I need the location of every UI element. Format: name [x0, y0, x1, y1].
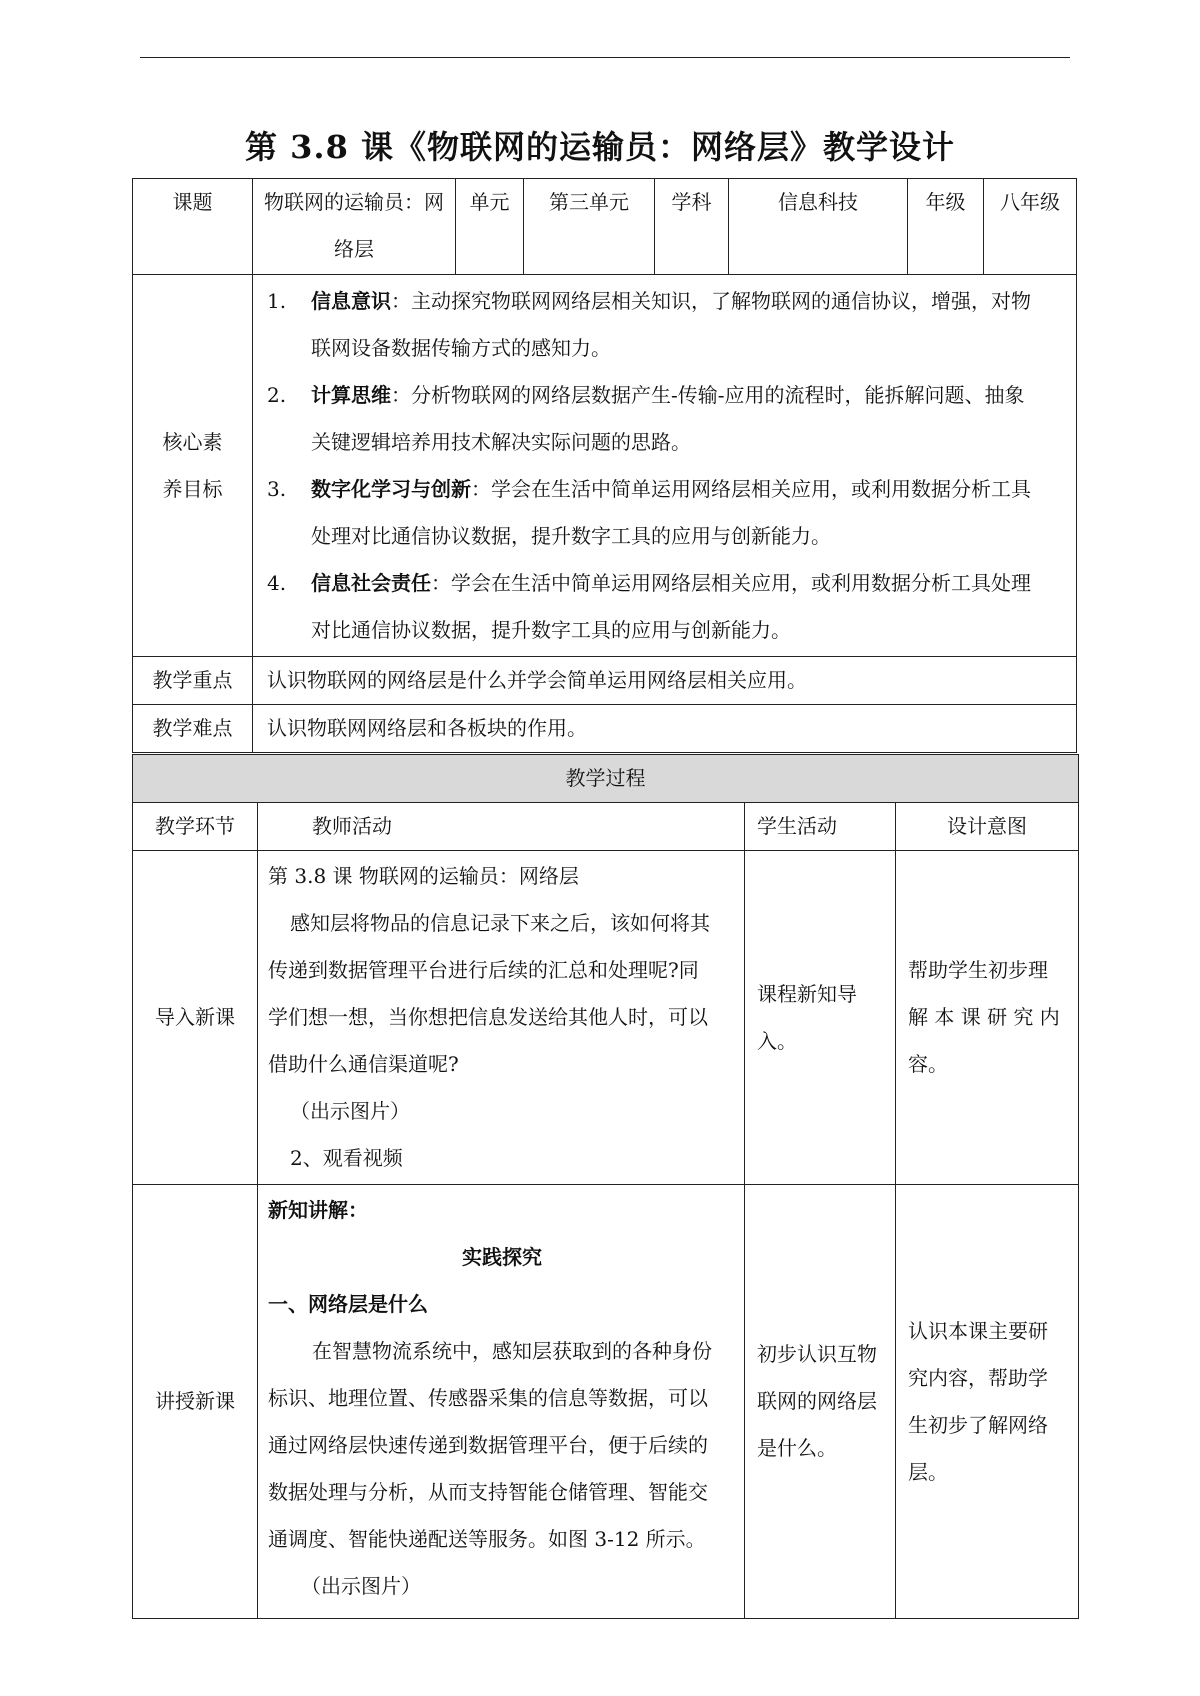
teacher-activity-lecture	[258, 1185, 745, 1619]
intent-line: 生初步了解网络	[908, 1412, 1048, 1437]
topic-value	[253, 179, 456, 275]
intent-line: 认识本课主要研	[908, 1318, 1048, 1343]
intro-para-line: 传递到数据管理平台进行后续的汇总和处理呢?同	[268, 958, 699, 982]
design-intent-lecture	[896, 1185, 1079, 1619]
goal-heading: 数字化学习与创新	[311, 476, 471, 501]
subject-label: 学科	[655, 179, 729, 275]
goal-text: ：主动探究物联网网络层相关知识，了解物联网的通信协议，增强，对物	[391, 288, 1031, 313]
intent-line: 容。	[908, 1052, 948, 1076]
column-teacher: 教师活动	[258, 803, 745, 851]
goal-text: ：学会在生活中简单运用网络层相关应用，或利用数据分析工具	[471, 476, 1031, 501]
goal-text-cont: 关键逻辑培养用技术解决实际问题的思路。	[311, 429, 691, 454]
column-intent: 设计意图	[896, 803, 1079, 851]
student-activity-lecture	[745, 1185, 896, 1619]
process-table	[132, 754, 1079, 1619]
student-line: 联网的网络层	[757, 1389, 877, 1413]
topic-label: 课题	[133, 179, 253, 275]
intro-para-line: 借助什么通信渠道呢?	[268, 1052, 459, 1076]
topic-value-line1: 物联网的运输员：网	[264, 190, 444, 214]
goal-item	[267, 466, 1068, 560]
goal-text: ：分析物联网的网络层数据产生-传输-应用的流程时，能拆解问题、抽象	[391, 382, 1025, 407]
lecture-para-line: 标识、地理位置、传感器采集的信息等数据，可以	[268, 1386, 708, 1410]
lecture-para-line: 在智慧物流系统中，感知层获取到的各种身份	[312, 1339, 712, 1363]
document-title: 第 3.8 课《物联网的运输员：网络层》教学设计	[245, 128, 955, 166]
info-row	[133, 179, 1077, 275]
goal-number: 4.	[267, 570, 287, 595]
goal-heading: 信息意识	[311, 288, 391, 313]
goal-text-cont: 联网设备数据传输方式的感知力。	[311, 335, 611, 360]
design-intent-intro	[896, 851, 1079, 1185]
watch-video-step: 2、观看视频	[290, 1146, 403, 1170]
teacher-activity-intro	[258, 851, 745, 1185]
student-line: 课程新知导	[757, 981, 857, 1006]
goal-number: 1.	[267, 288, 287, 313]
column-stage: 教学环节	[133, 803, 258, 851]
process-columns-row	[133, 803, 1079, 851]
header-rule	[140, 57, 1070, 58]
grade-label: 年级	[908, 179, 984, 275]
key-point-value: 认识物联网的网络层是什么并学会简单运用网络层相关应用。	[253, 657, 1077, 705]
intent-line: 究内容，帮助学	[908, 1365, 1048, 1390]
goals-label-line1: 核心素	[162, 429, 223, 454]
goal-heading: 计算思维	[311, 382, 391, 407]
topic-value-line2: 络层	[334, 237, 374, 261]
intent-line: 解 本 课 研 究 内	[908, 1005, 1060, 1029]
new-knowledge-heading: 新知讲解：	[268, 1198, 368, 1222]
practice-subheading: 实践探究	[462, 1245, 542, 1269]
lecture-para-line: 通过网络层快速传递到数据管理平台，便于后续的	[268, 1433, 708, 1457]
process-row-intro	[133, 851, 1079, 1185]
stage-intro: 导入新课	[133, 851, 258, 1185]
lecture-para-line: 数据处理与分析，从而支持智能仓储管理、智能交	[268, 1480, 708, 1504]
intro-para-line: 学们想一想，当你想把信息发送给其他人时，可以	[268, 1005, 708, 1029]
goal-item	[267, 372, 1068, 466]
student-line: 是什么。	[757, 1436, 837, 1460]
goal-text-cont: 对比通信协议数据，提升数字工具的应用与创新能力。	[311, 617, 791, 642]
show-picture-note: （出示图片）	[301, 1574, 421, 1598]
goals-row	[133, 275, 1077, 657]
intro-para-line: 感知层将物品的信息记录下来之后，该如何将其	[290, 911, 710, 935]
lecture-para-line: 通调度、智能快递配送等服务。如图 3-12 所示。	[268, 1527, 706, 1551]
process-row-lecture	[133, 1185, 1079, 1619]
intent-line: 层。	[908, 1459, 948, 1484]
goals-label-line2: 养目标	[162, 476, 223, 501]
lesson-info-table	[132, 178, 1077, 753]
show-picture-note: （出示图片）	[290, 1099, 410, 1123]
goal-item	[267, 278, 1068, 372]
unit-label: 单元	[456, 179, 524, 275]
goal-text-cont: 处理对比通信协议数据，提升数字工具的应用与创新能力。	[311, 523, 831, 548]
unit-value: 第三单元	[524, 179, 655, 275]
difficulty-row	[133, 705, 1077, 753]
goals-label	[133, 275, 253, 657]
goals-content	[253, 275, 1077, 657]
subject-value: 信息科技	[729, 179, 908, 275]
process-header: 教学过程	[133, 755, 1079, 803]
stage-lecture: 讲授新课	[133, 1185, 258, 1619]
goal-text: ：学会在生活中简单运用网络层相关应用，或利用数据分析工具处理	[431, 570, 1031, 595]
grade-value: 八年级	[984, 179, 1077, 275]
goal-number: 2.	[267, 382, 287, 407]
lesson-line: 第 3.8 课 物联网的运输员：网络层	[268, 864, 579, 888]
intent-line: 帮助学生初步理	[908, 958, 1048, 982]
key-point-row	[133, 657, 1077, 705]
section-heading: 一、网络层是什么	[268, 1292, 428, 1316]
student-line: 初步认识互物	[757, 1342, 877, 1366]
student-activity-intro	[745, 851, 896, 1185]
goal-item	[267, 560, 1068, 654]
key-point-label: 教学重点	[133, 657, 253, 705]
process-header-row	[133, 755, 1079, 803]
goal-heading: 信息社会责任	[311, 570, 431, 595]
difficulty-label: 教学难点	[133, 705, 253, 753]
column-student: 学生活动	[745, 803, 896, 851]
difficulty-value: 认识物联网网络层和各板块的作用。	[253, 705, 1077, 753]
student-line: 入。	[757, 1028, 797, 1053]
goal-number: 3.	[267, 476, 287, 501]
